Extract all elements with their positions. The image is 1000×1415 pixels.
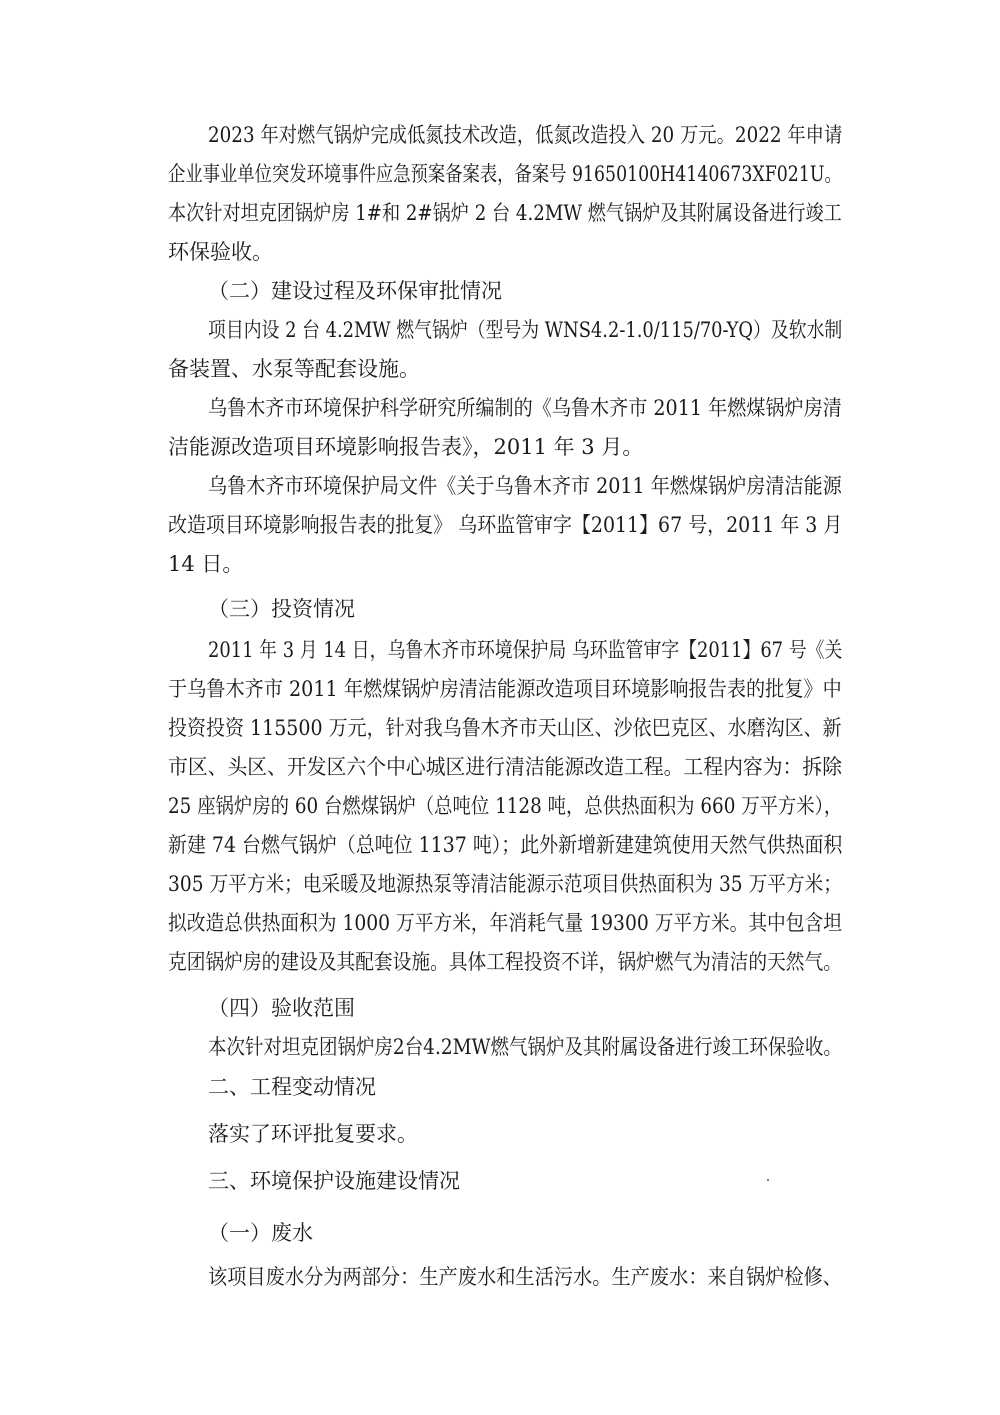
paragraph-line: 该项目废水分为两部分：生产废水和生活污水。生产废水：来自锅炉检修、 [208,1265,843,1289]
paragraph-line: 市区、头区、开发区六个中心城区进行清洁能源改造工程。工程内容为：拆除 [168,755,843,779]
paragraph-line: 备装置、水泵等配套设施。 [168,357,420,381]
paragraph-line: 14 日。 [168,552,244,576]
scan-speck [767,1179,769,1181]
paragraph-line: 新建 74 台燃气锅炉（总吨位 1137 吨）；此外新增新建建筑使用天然气供热面积 [168,833,843,857]
section-heading: （一）废水 [208,1221,313,1245]
chapter-heading: 三、环境保护设施建设情况 [208,1169,460,1193]
paragraph-line: 拟改造总供热面积为 1000 万平方米，年消耗气量 19300 万平方米。其中包含坦 [168,911,842,935]
chapter-heading: 二、工程变动情况 [208,1075,376,1099]
paragraph-line: 于乌鲁木齐市 2011 年燃煤锅炉房清洁能源改造项目环境影响报告表的批复》中 [168,677,842,701]
paragraph-line: 25 座锅炉房的 60 台燃煤锅炉（总吨位 1128 吨，总供热面积为 660 万平方米）， [168,794,843,818]
paragraph-line: 企业事业单位突发环境事件应急预案备案表，备案号 91650100H4140673XF021U。 [168,162,842,186]
paragraph-line: 环保验收。 [168,240,273,264]
paragraph-line: 克团锅炉房的建设及其配套设施。具体工程投资不详，锅炉燃气为清洁的天然气。 [168,950,842,974]
section-heading: （二）建设过程及环保审批情况 [208,279,502,303]
paragraph-line: 本次针对坦克团锅炉房 1#和 2#锅炉 2 台 4.2MW 燃气锅炉及其附属设备进行竣工 [168,201,842,225]
paragraph-line: 乌鲁木齐市环境保护科学研究所编制的《乌鲁木齐市 2011 年燃煤锅炉房清 [208,396,842,420]
paragraph-line: 本次针对坦克团锅炉房2台4.2MW燃气锅炉及其附属设备进行竣工环保验收。 [208,1035,842,1059]
paragraph-line: 洁能源改造项目环境影响报告表》，2011 年 3 月。 [168,435,644,459]
paragraph-line: 落实了环评批复要求。 [208,1122,418,1146]
paragraph-line: 2023 年对燃气锅炉完成低氮技术改造，低氮改造投入 20 万元。2022 年申请 [208,123,843,147]
paragraph-line: 乌鲁木齐市环境保护局文件《关于乌鲁木齐市 2011 年燃煤锅炉房清洁能源 [208,474,842,498]
section-heading: （四）验收范围 [208,996,355,1020]
paragraph-line: 改造项目环境影响报告表的批复》 乌环监管审字【2011】67 号，2011 年 3 月 [168,513,843,537]
paragraph-line: 2011 年 3 月 14 日，乌鲁木齐市环境保护局 乌环监管审字【2011】67 号《关 [208,638,843,662]
paragraph-line: 项目内设 2 台 4.2MW 燃气锅炉（型号为 WNS4.2-1.0/115/70-YQ）及软水制 [208,318,843,342]
section-heading: （三）投资情况 [208,597,355,621]
paragraph-line: 投资投资 115500 万元，针对我乌鲁木齐市天山区、沙依巴克区、水磨沟区、新 [168,716,842,740]
paragraph-line: 305 万平方米；电采暖及地源热泵等清洁能源示范项目供热面积为 35 万平方米； [168,872,842,896]
